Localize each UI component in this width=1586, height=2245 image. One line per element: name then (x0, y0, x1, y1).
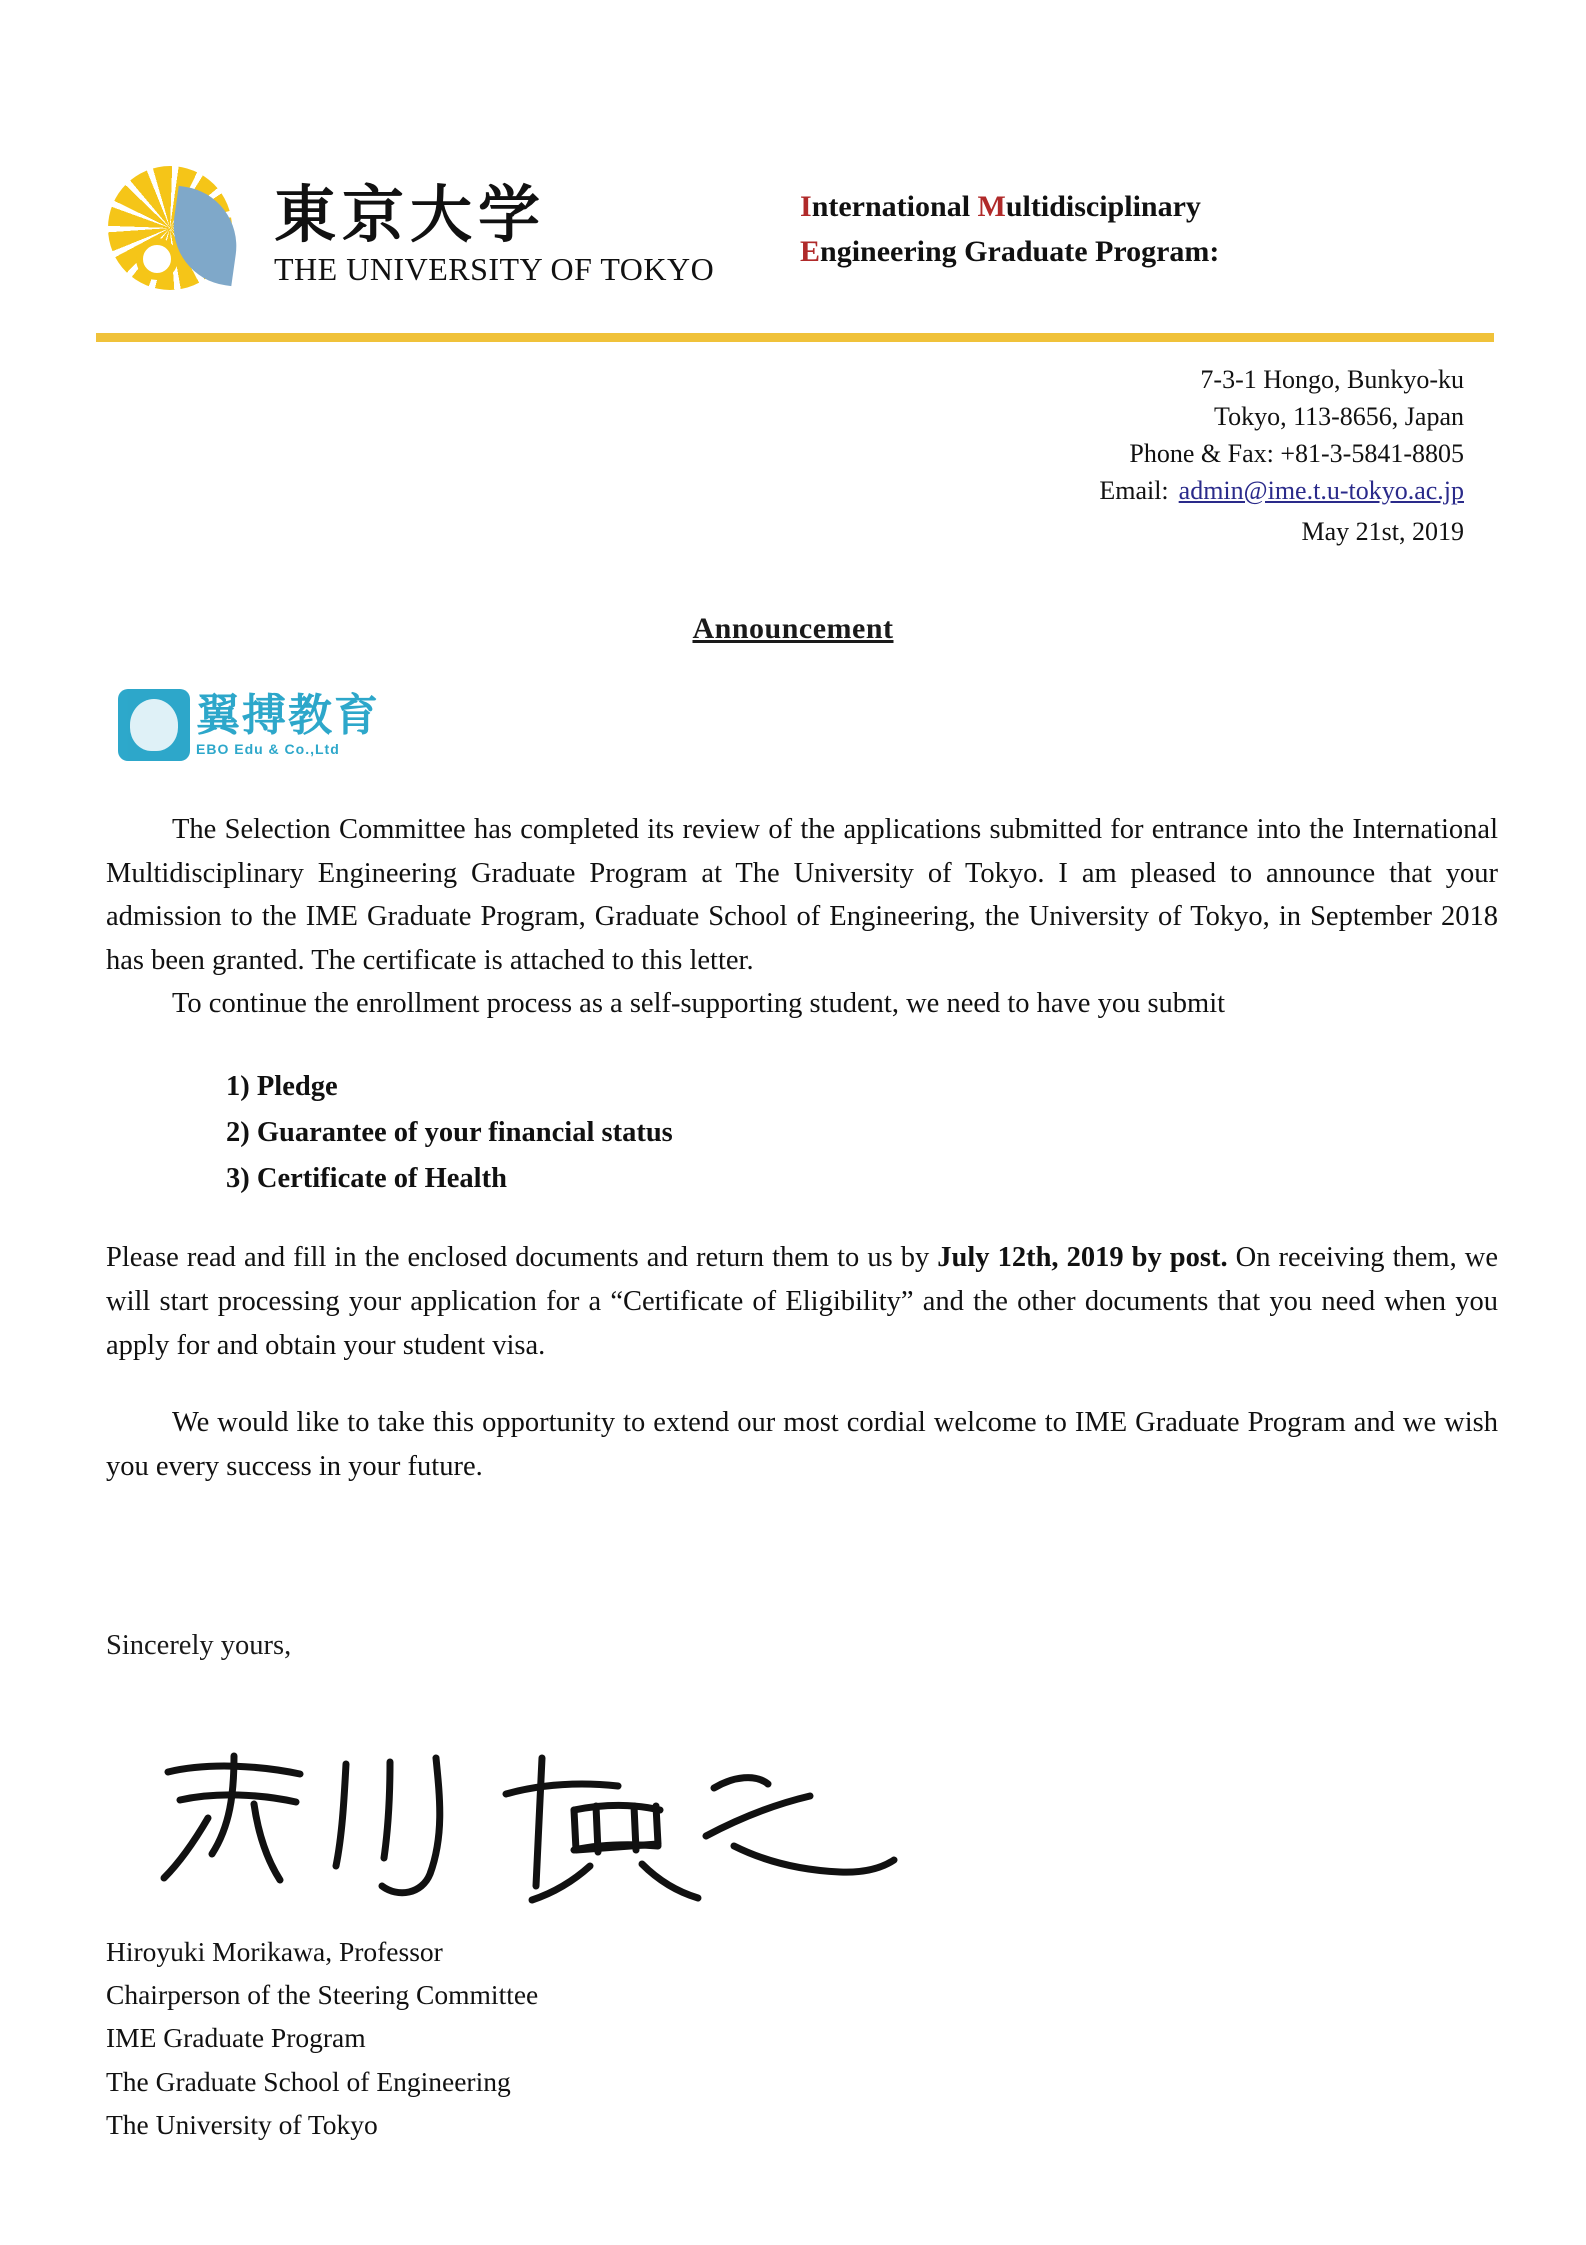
emblem-circle-shape (136, 238, 178, 280)
letter-date: May 21st, 2019 (1301, 516, 1464, 546)
signer-name: Hiroyuki Morikawa, Professor (106, 1936, 443, 1967)
list-item: 1) Pledge (226, 1070, 338, 1102)
email-link[interactable]: admin@ime.t.u-tokyo.ac.jp (1178, 475, 1464, 505)
body-paragraph-4: We would like to take this opportunity to extend our most cordial welcome to IME Graduate Program and we wish you every success in your future. (106, 1407, 1498, 1482)
signer-school: The Graduate School of Engineering (106, 2065, 511, 2097)
body-paragraph-3 (106, 1236, 1498, 1367)
body-paragraph-1: The Selection Committee has completed its review of the applications submitted for entrance into the International Multidisciplinary Engineering Graduate Program at The University of Tokyo. I am pleased to announce that your admission to the IME Graduate Program, Graduate School of Engineering, the University of Tokyo, in September 2018 has been granted. The certificate is attached to this letter. (106, 814, 1498, 976)
agency-name-block (196, 689, 380, 757)
agency-stamp-logo (118, 686, 448, 764)
program-title (800, 160, 1219, 274)
list-item: 2) Guarantee of your financial status (226, 1117, 673, 1149)
document-title (0, 612, 1586, 646)
letterhead (100, 160, 1490, 310)
program-title-cap-i: I (800, 190, 812, 223)
header-divider (96, 333, 1494, 342)
body-paragraph-2: To continue the enrollment process as a self-supporting student, we need to have you submit (172, 988, 1226, 1020)
signature-ink (150, 1740, 910, 1920)
leaf-badge-icon (118, 689, 190, 761)
signature-block (106, 1930, 538, 2146)
agency-name-en: EBO Edu & Co.,Ltd (196, 740, 340, 757)
signer-program: IME Graduate Program (106, 2022, 366, 2054)
required-documents-list (106, 1064, 1498, 1202)
program-title-line1 (800, 184, 1219, 229)
closing-line: Sincerely yours, (106, 1630, 292, 1661)
uot-emblem-icon (100, 160, 260, 310)
signer-university: The University of Tokyo (106, 2108, 378, 2140)
agency-name-cn: 翼搏教育 (196, 689, 380, 741)
program-title-text-3: ngineering Graduate Program: (820, 235, 1220, 268)
address-email-row (1099, 473, 1464, 510)
deadline-text: July 12th, 2019 by post. (937, 1242, 1228, 1274)
university-name (274, 177, 715, 288)
letter-body (106, 808, 1498, 1488)
list-item: 3) Certificate of Health (226, 1163, 507, 1195)
paragraph-spacer (106, 1367, 1498, 1401)
paragraph-3-post: On receiving them, we will start processing your application for a “Certificate of Eligibility” and the other documents that you need when you apply for and obtain your student visa. (106, 1242, 1498, 1361)
program-title-cap-m: M (977, 190, 1006, 223)
program-title-text-2: ultidisciplinary (1005, 190, 1201, 223)
program-title-line2 (800, 229, 1219, 274)
email-label: Email: (1099, 475, 1169, 505)
handwritten-signature (150, 1740, 910, 1920)
contact-block (1099, 362, 1464, 551)
address-phone: Phone & Fax: +81-3-5841-8805 (1129, 438, 1464, 468)
document-title-text: Announcement (692, 612, 894, 645)
university-logo (100, 160, 780, 310)
address-street: 7-3-1 Hongo, Bunkyo-ku (1200, 365, 1464, 394)
address-city: Tokyo, 113-8656, Japan (1214, 401, 1464, 431)
paragraph-3-pre: Please read and fill in the enclosed documents and return them to us by (106, 1242, 938, 1274)
signer-role: Chairperson of the Steering Committee (106, 1979, 539, 2011)
program-title-text-1: nternational (811, 190, 978, 223)
program-title-cap-e: E (800, 235, 821, 268)
university-name-en: THE UNIVERSITY OF TOKYO (274, 251, 715, 288)
university-name-jp: 東京大学 (274, 177, 547, 251)
